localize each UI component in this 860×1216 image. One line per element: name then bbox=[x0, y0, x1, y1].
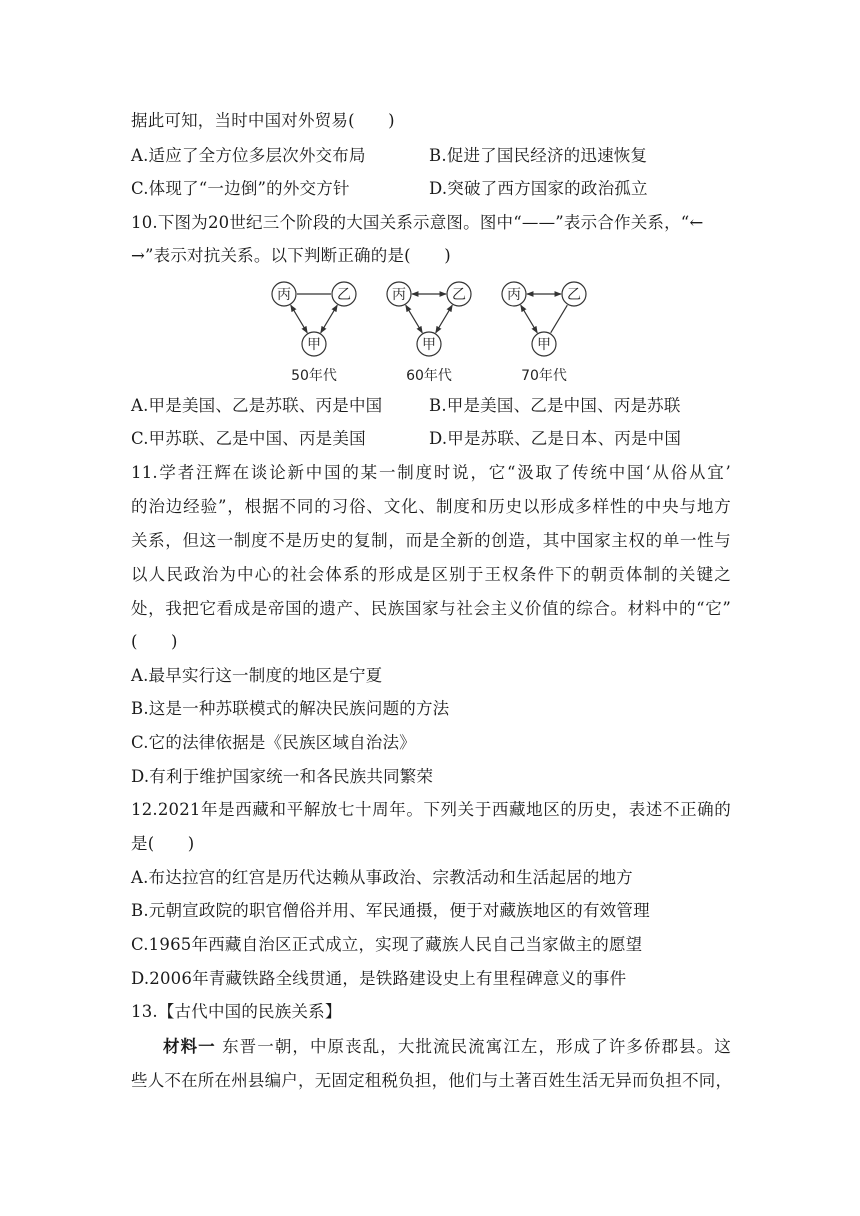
node-bing-label: 丙 bbox=[507, 287, 521, 303]
q12-option-c: C.1965年西藏自治区正式成立，实现了藏族人民自己当家做主的愿望 bbox=[131, 935, 643, 954]
node-jia-label: 甲 bbox=[307, 337, 321, 353]
q11-stem-line-2: 的治边经验”，根据不同的习俗、文化、制度和历史以形成多样性的中央与地方 bbox=[131, 497, 731, 516]
edge-yi-jia bbox=[436, 305, 453, 333]
q9-option-c: C.体现了“一边倒”的外交方针 bbox=[131, 179, 350, 198]
q11-option-d: D.有利于维护国家统一和各民族共同繁荣 bbox=[131, 767, 434, 786]
q9-stem: 据此可知，当时中国对外贸易( ) bbox=[131, 111, 395, 130]
panel-caption: 50年代 bbox=[291, 368, 337, 384]
q13-title: 13.【古代中国的民族关系】 bbox=[131, 1002, 342, 1021]
q9-option-d: D.突破了西方国家的政治孤立 bbox=[429, 179, 648, 198]
q11-stem-line-6: ( ) bbox=[131, 632, 178, 651]
q12-option-a: A.布达拉宫的红宫是历代达赖从事政治、宗教活动和生活起居的地方 bbox=[131, 868, 633, 887]
material-1-label: 材料一 bbox=[163, 1037, 216, 1056]
q9-option-b: B.促进了国民经济的迅速恢复 bbox=[429, 146, 648, 165]
node-yi-label: 乙 bbox=[452, 287, 466, 303]
q10-option-d: D.甲是苏联、乙是日本、丙是中国 bbox=[429, 429, 682, 448]
q10-option-a: A.甲是美国、乙是苏联、丙是中国 bbox=[131, 396, 383, 415]
edge-bing-jia bbox=[521, 305, 538, 333]
q12-stem-line-1: 12.2021年是西藏和平解放七十周年。下列关于西藏地区的历史，表述不正确的 bbox=[131, 800, 731, 819]
node-jia-label: 甲 bbox=[422, 337, 436, 353]
node-bing-label: 丙 bbox=[277, 287, 291, 303]
q10-option-b: B.甲是美国、乙是中国、丙是苏联 bbox=[429, 396, 681, 415]
edge-bing-jia bbox=[406, 305, 423, 333]
edge-yi-jia bbox=[321, 305, 338, 333]
q9-option-a: A.适应了全方位多层次外交布局 bbox=[131, 146, 366, 165]
q11-stem-line-4: 以人民政治为中心的社会体系的形成是区别于王权条件下的朝贡体制的关键之 bbox=[131, 565, 731, 584]
material-1-text-1: 东晋一朝，中原丧乱，大批流民流寓江左，形成了许多侨郡县。这 bbox=[222, 1037, 731, 1056]
edge-yi-jia bbox=[551, 305, 568, 333]
q10-stem-line-2: →”表示对抗关系。以下判断正确的是( ) bbox=[131, 246, 451, 265]
q11-stem-line-3: 关系，但这一制度不是历史的复制，而是全新的创造，其中国家主权的单一性与 bbox=[131, 531, 731, 550]
panel-caption: 60年代 bbox=[406, 368, 452, 384]
edge-bing-jia bbox=[291, 305, 308, 333]
q11-stem-line-1: 11.学者汪辉在谈论新中国的某一制度时说，它“汲取了传统中国‘从俗从宜’ bbox=[131, 463, 731, 482]
relations-diagram bbox=[262, 276, 602, 388]
q12-stem-line-2: 是( ) bbox=[131, 834, 195, 853]
q11-option-b: B.这是一种苏联模式的解决民族问题的方法 bbox=[131, 699, 450, 718]
q11-option-c: C.它的法律依据是《民族区域自治法》 bbox=[131, 733, 416, 752]
q13-material-1-line-1 bbox=[163, 1036, 731, 1058]
node-jia-label: 甲 bbox=[537, 337, 551, 353]
q12-option-b: B.元朝宣政院的职官僧俗并用、军民通摄，便于对藏族地区的有效管理 bbox=[131, 901, 650, 920]
node-yi-label: 乙 bbox=[337, 287, 351, 303]
node-bing-label: 丙 bbox=[392, 287, 406, 303]
node-yi-label: 乙 bbox=[567, 287, 581, 303]
q10-option-c: C.甲苏联、乙是中国、丙是美国 bbox=[131, 429, 366, 448]
q10-stem-line-1: 10.下图为20世纪三个阶段的大国关系示意图。图中“——”表示合作关系，“← bbox=[131, 213, 704, 232]
panel-caption: 70年代 bbox=[521, 368, 567, 384]
q13-material-1-line-2: 些人不在所在州县编户，无固定租税负担，他们与土著百姓生活无异而负担不同， bbox=[131, 1071, 733, 1090]
q11-stem-line-5: 处，我把它看成是帝国的遗产、民族国家与社会主义价值的综合。材料中的“它” bbox=[131, 599, 731, 618]
q11-option-a: A.最早实行这一制度的地区是宁夏 bbox=[131, 666, 383, 685]
q12-option-d: D.2006年青藏铁路全线贯通，是铁路建设史上有里程碑意义的事件 bbox=[131, 969, 627, 988]
